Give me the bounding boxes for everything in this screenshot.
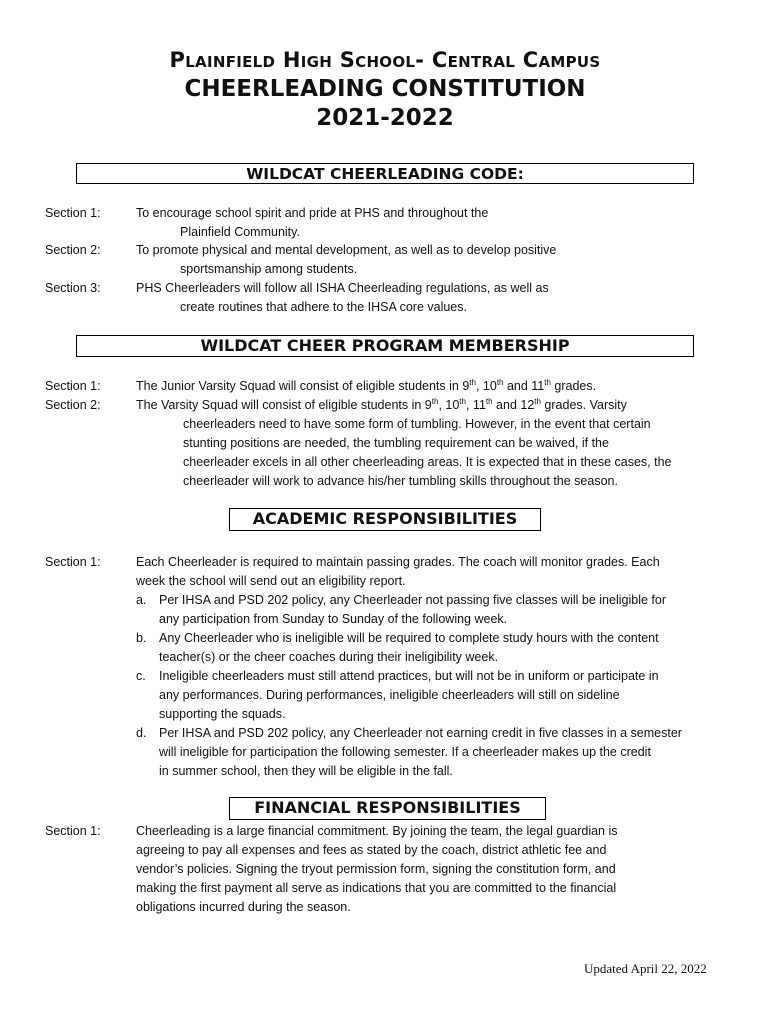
text-line: any performances. During performances, ineligible cheerleaders will still on sideline [159,688,620,702]
code-section-3-label: Section 3: [45,281,101,295]
text-line: vendor’s policies. Signing the tryout permission form, signing the constitution form, and [136,862,616,876]
code-section-1-label: Section 1: [45,206,101,220]
text-line: cheerleaders need to have some form of tumbling. However, in the event that certain [183,417,651,431]
text-line: teacher(s) or the cheer coaches during their ineligibility week. [159,650,499,664]
text-line: supporting the squads. [159,707,286,721]
text-line: stunting positions are needed, the tumbling requirement can be waived, if the [183,436,609,450]
text-line: Each Cheerleader is required to maintain passing grades. The coach will monitor grades. Each [136,555,660,569]
text-line: Cheerleading is a large financial commitment. By joining the team, the legal guardian is [136,824,618,838]
school-year: 2021-2022 [316,105,454,131]
text-line: Plainfield Community. [180,225,300,239]
text-line: create routines that adhere to the IHSA core values. [180,300,467,314]
text-line: To encourage school spirit and pride at PHS and throughout the [136,206,489,220]
text-line: The Junior Varsity Squad will consist of eligible students in 9th, 10th and 11th grades. [136,377,597,393]
updated-date: Updated April 22, 2022 [584,961,707,976]
membership-section-1-label: Section 1: [45,379,101,393]
financial-heading: FINANCIAL RESPONSIBILITIES [229,797,546,820]
financial-section-1-label: Section 1: [45,824,101,838]
text-line: PHS Cheerleaders will follow all ISHA Cheerleading regulations, as well as [136,281,549,295]
text-line: cheerleader excels in all other cheerleading areas. It is expected that in these cases, the [183,455,672,469]
code-section-2-text [136,241,556,279]
text-line: in summer school, then they will be eligible in the fall. [159,764,453,778]
text-line: agreeing to pay all expenses and fees as stated by the coach, district athletic fee and [136,843,607,857]
membership-section-1-text [136,377,596,396]
list-item: a. Per IHSA and PSD 202 policy, any Cheerleader not passing five classes will be ineligible for [136,593,666,607]
financial-section-1-text [136,822,618,917]
list-item: b. Any Cheerleader who is ineligible will be required to complete study hours with the content [136,631,659,645]
text-line: making the first payment all serve as indications that you are committed to the financial [136,881,617,895]
document-title: CHEERLEADING CONSTITUTION [184,76,586,102]
list-item: c. Ineligible cheerleaders must still attend practices, but will not be in uniform or participate in [136,669,659,683]
membership-section-2-text [136,396,671,491]
code-heading: WILDCAT CHEERLEADING CODE: [76,163,694,184]
code-section-3-text [136,279,549,317]
text-line: cheerleader will work to advance his/her tumbling skills throughout the season. [183,474,618,488]
school-name: Plainfield High School- Central Campus [169,48,601,72]
academic-section-1-text [136,553,682,781]
academic-section-1-label: Section 1: [45,555,101,569]
membership-heading: WILDCAT CHEER PROGRAM MEMBERSHIP [76,335,694,357]
academic-heading: ACADEMIC RESPONSIBILITIES [229,508,541,531]
membership-section-2-label: Section 2: [45,398,101,412]
list-item: d. Per IHSA and PSD 202 policy, any Cheerleader not earning credit in five classes in a semester [136,726,682,740]
text-line: To promote physical and mental development, as well as to develop positive [136,243,557,257]
text-line: week the school will send out an eligibility report. [136,574,406,588]
text-line: will ineligible for participation the following semester. If a cheerleader makes up the credit [159,745,651,759]
code-section-2-label: Section 2: [45,243,101,257]
text-line: obligations incurred during the season. [136,900,351,914]
text-line: any participation from Sunday to Sunday of the following week. [159,612,508,626]
text-line: The Varsity Squad will consist of eligible students in 9th, 10th, 11th and 12th grades. Varsity [136,396,627,412]
code-section-1-text [136,204,488,242]
text-line: sportsmanship among students. [180,262,358,276]
